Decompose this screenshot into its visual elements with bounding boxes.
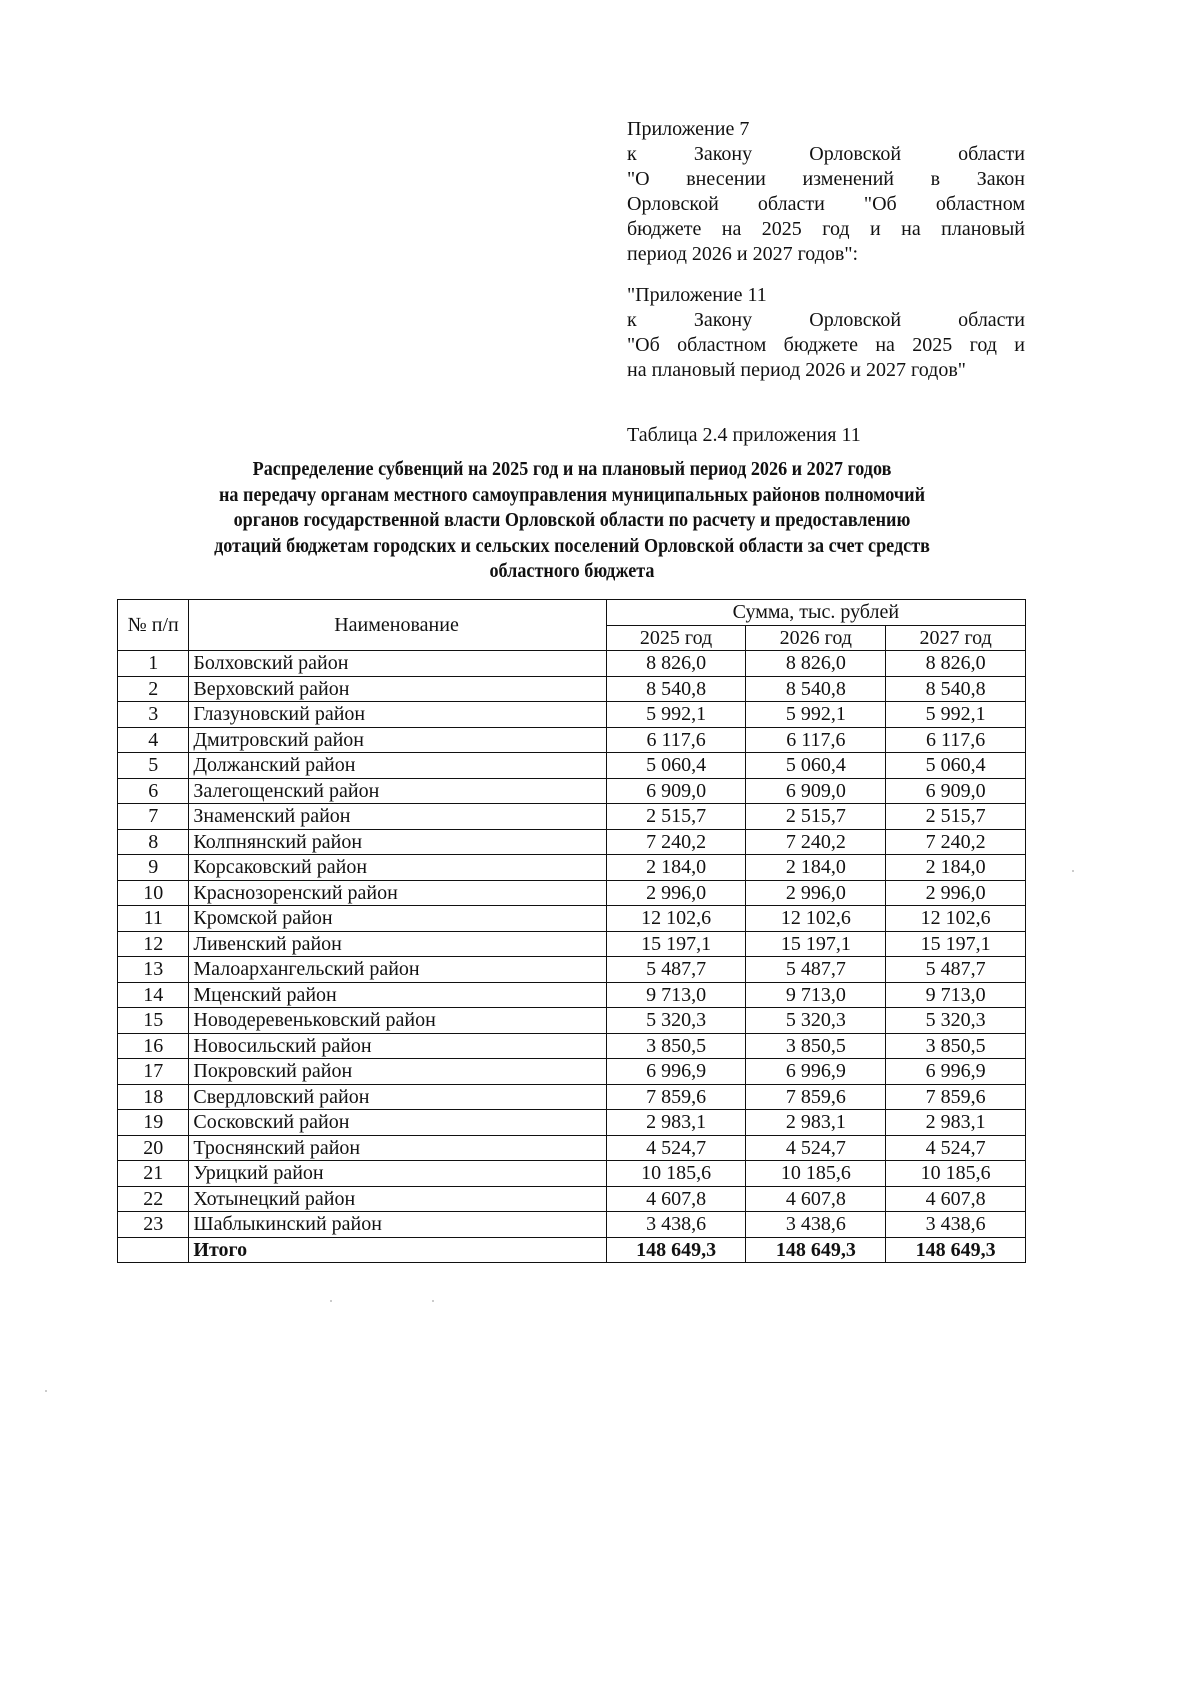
total-2025: 148 649,3 <box>606 1237 746 1263</box>
row-name: Верховский район <box>189 676 606 702</box>
table-row <box>118 855 1026 881</box>
value-2025: 3 438,6 <box>606 1212 746 1238</box>
table-row <box>118 1212 1026 1238</box>
value-2027: 6 996,9 <box>886 1059 1026 1085</box>
value-2027: 12 102,6 <box>886 906 1026 932</box>
value-2025: 2 996,0 <box>606 880 746 906</box>
value-2027: 5 060,4 <box>886 753 1026 779</box>
value-2027: 8 826,0 <box>886 651 1026 677</box>
value-2025: 7 859,6 <box>606 1084 746 1110</box>
table-row <box>118 957 1026 983</box>
value-2025: 7 240,2 <box>606 829 746 855</box>
row-name: Троснянский район <box>189 1135 606 1161</box>
value-2025: 6 909,0 <box>606 778 746 804</box>
value-2026: 4 607,8 <box>746 1186 886 1212</box>
row-name: Покровский район <box>189 1059 606 1085</box>
row-name: Колпнянский район <box>189 829 606 855</box>
value-2026: 5 487,7 <box>746 957 886 983</box>
table-row <box>118 804 1026 830</box>
document-title <box>149 457 995 585</box>
row-number: 15 <box>118 1008 189 1034</box>
row-name: Урицкий район <box>189 1161 606 1187</box>
table-row <box>118 1059 1026 1085</box>
value-2025: 4 524,7 <box>606 1135 746 1161</box>
value-2027: 7 859,6 <box>886 1084 1026 1110</box>
value-2025: 5 487,7 <box>606 957 746 983</box>
value-2025: 3 850,5 <box>606 1033 746 1059</box>
value-2025: 15 197,1 <box>606 931 746 957</box>
row-name: Глазуновский район <box>189 702 606 728</box>
value-2026: 6 117,6 <box>746 727 886 753</box>
value-2026: 2 184,0 <box>746 855 886 881</box>
row-name: Краснозоренский район <box>189 880 606 906</box>
header-2025: 2025 год <box>606 625 746 651</box>
header-row <box>118 600 1026 626</box>
table-row <box>118 1084 1026 1110</box>
value-2027: 10 185,6 <box>886 1161 1026 1187</box>
row-name: Кромской район <box>189 906 606 932</box>
annex-line: Приложение 7 <box>627 118 750 140</box>
row-number: 11 <box>118 906 189 932</box>
value-2027: 8 540,8 <box>886 676 1026 702</box>
value-2027: 2 515,7 <box>886 804 1026 830</box>
scan-speck <box>330 1300 332 1302</box>
row-name: Сосковский район <box>189 1110 606 1136</box>
annex-11-reference <box>627 283 1025 383</box>
total-row <box>118 1237 1026 1263</box>
row-name: Дмитровский район <box>189 727 606 753</box>
value-2025: 5 320,3 <box>606 1008 746 1034</box>
title-line: органов государственной власти Орловской области по расчету и предоставлению <box>233 510 911 531</box>
value-2026: 2 983,1 <box>746 1110 886 1136</box>
value-2025: 10 185,6 <box>606 1161 746 1187</box>
annex-line: "Приложение 11 <box>627 284 767 306</box>
value-2027: 3 438,6 <box>886 1212 1026 1238</box>
value-2027: 7 240,2 <box>886 829 1026 855</box>
title-line: на передачу органам местного самоуправления муниципальных районов полномочий <box>218 484 926 506</box>
value-2027: 4 524,7 <box>886 1135 1026 1161</box>
value-2025: 2 184,0 <box>606 855 746 881</box>
table-row <box>118 1110 1026 1136</box>
table-row <box>118 1161 1026 1187</box>
header-2026: 2026 год <box>746 625 886 651</box>
value-2027: 9 713,0 <box>886 982 1026 1008</box>
title-line: Распределение субвенций на 2025 год и на плановый период 2026 и 2027 годов <box>252 459 892 480</box>
row-number: 4 <box>118 727 189 753</box>
value-2026: 3 438,6 <box>746 1212 886 1238</box>
row-number: 13 <box>118 957 189 983</box>
table-row <box>118 1186 1026 1212</box>
header-name: Наименование <box>189 600 606 651</box>
row-name: Ливенский район <box>189 931 606 957</box>
table-row <box>118 676 1026 702</box>
row-number: 6 <box>118 778 189 804</box>
row-number: 18 <box>118 1084 189 1110</box>
annex-7-reference <box>627 117 1025 267</box>
table-row <box>118 651 1026 677</box>
value-2027: 2 996,0 <box>886 880 1026 906</box>
value-2026: 3 850,5 <box>746 1033 886 1059</box>
annex-line: к Закону Орловской области <box>627 143 1025 165</box>
row-name: Малоархангельский район <box>189 957 606 983</box>
row-number: 20 <box>118 1135 189 1161</box>
value-2026: 4 524,7 <box>746 1135 886 1161</box>
value-2025: 6 996,9 <box>606 1059 746 1085</box>
table-row <box>118 1008 1026 1034</box>
value-2025: 2 983,1 <box>606 1110 746 1136</box>
row-name: Новодеревеньковский район <box>189 1008 606 1034</box>
value-2026: 5 320,3 <box>746 1008 886 1034</box>
value-2026: 12 102,6 <box>746 906 886 932</box>
table-body <box>118 651 1026 1263</box>
row-name: Знаменский район <box>189 804 606 830</box>
row-number: 23 <box>118 1212 189 1238</box>
total-2026: 148 649,3 <box>746 1237 886 1263</box>
scan-speck <box>45 1390 47 1392</box>
header-sum: Сумма, тыс. рублей <box>606 600 1025 626</box>
value-2026: 8 826,0 <box>746 651 886 677</box>
row-number: 17 <box>118 1059 189 1085</box>
row-name: Должанский район <box>189 753 606 779</box>
value-2025: 6 117,6 <box>606 727 746 753</box>
value-2025: 2 515,7 <box>606 804 746 830</box>
value-2027: 2 184,0 <box>886 855 1026 881</box>
row-name: Болховский район <box>189 651 606 677</box>
value-2025: 4 607,8 <box>606 1186 746 1212</box>
table-row <box>118 753 1026 779</box>
row-number: 14 <box>118 982 189 1008</box>
value-2026: 2 515,7 <box>746 804 886 830</box>
value-2027: 3 850,5 <box>886 1033 1026 1059</box>
annex-line: "О внесении изменений в Закон <box>627 168 1025 190</box>
row-number: 10 <box>118 880 189 906</box>
title-line: дотаций бюджетам городских и сельских поселений Орловской области за счет средств <box>214 535 930 557</box>
title-line: областного бюджета <box>489 561 655 582</box>
row-number: 7 <box>118 804 189 830</box>
row-number: 9 <box>118 855 189 881</box>
header-2027: 2027 год <box>886 625 1026 651</box>
annex-line: "Об областном бюджете на 2025 год и <box>627 334 1025 356</box>
total-number <box>118 1237 189 1263</box>
value-2027: 6 117,6 <box>886 727 1026 753</box>
value-2027: 15 197,1 <box>886 931 1026 957</box>
table-row <box>118 880 1026 906</box>
value-2026: 10 185,6 <box>746 1161 886 1187</box>
total-2027: 148 649,3 <box>886 1237 1026 1263</box>
table-row <box>118 1135 1026 1161</box>
value-2025: 9 713,0 <box>606 982 746 1008</box>
value-2026: 9 713,0 <box>746 982 886 1008</box>
annex-line: на плановый период 2026 и 2027 годов" <box>627 359 966 381</box>
value-2027: 5 487,7 <box>886 957 1026 983</box>
row-number: 21 <box>118 1161 189 1187</box>
row-name: Хотынецкий район <box>189 1186 606 1212</box>
annex-line: период 2026 и 2027 годов": <box>627 243 859 265</box>
header-number: № п/п <box>118 600 189 651</box>
value-2027: 5 992,1 <box>886 702 1026 728</box>
row-number: 19 <box>118 1110 189 1136</box>
value-2027: 4 607,8 <box>886 1186 1026 1212</box>
value-2026: 8 540,8 <box>746 676 886 702</box>
value-2025: 5 992,1 <box>606 702 746 728</box>
row-number: 12 <box>118 931 189 957</box>
value-2025: 12 102,6 <box>606 906 746 932</box>
value-2027: 5 320,3 <box>886 1008 1026 1034</box>
value-2026: 6 909,0 <box>746 778 886 804</box>
table-row <box>118 982 1026 1008</box>
row-name: Залегощенский район <box>189 778 606 804</box>
annex-header <box>627 117 1025 399</box>
table-row <box>118 829 1026 855</box>
value-2026: 2 996,0 <box>746 880 886 906</box>
value-2026: 5 992,1 <box>746 702 886 728</box>
row-number: 5 <box>118 753 189 779</box>
value-2026: 7 240,2 <box>746 829 886 855</box>
table-row <box>118 778 1026 804</box>
value-2026: 5 060,4 <box>746 753 886 779</box>
value-2027: 2 983,1 <box>886 1110 1026 1136</box>
row-number: 8 <box>118 829 189 855</box>
annex-line: Орловской области "Об областном <box>627 193 1025 215</box>
scan-speck <box>432 1300 434 1302</box>
annex-line: бюджете на 2025 год и на плановый <box>627 218 1025 240</box>
row-number: 1 <box>118 651 189 677</box>
value-2026: 7 859,6 <box>746 1084 886 1110</box>
row-number: 3 <box>118 702 189 728</box>
value-2025: 8 826,0 <box>606 651 746 677</box>
row-name: Свердловский район <box>189 1084 606 1110</box>
value-2025: 8 540,8 <box>606 676 746 702</box>
total-label: Итого <box>189 1237 606 1263</box>
table-row <box>118 931 1026 957</box>
row-number: 22 <box>118 1186 189 1212</box>
value-2025: 5 060,4 <box>606 753 746 779</box>
value-2026: 6 996,9 <box>746 1059 886 1085</box>
annex-line: к Закону Орловской области <box>627 309 1025 331</box>
scan-speck <box>1072 870 1074 872</box>
table-reference: Таблица 2.4 приложения 11 <box>627 424 861 446</box>
table-row <box>118 906 1026 932</box>
row-number: 2 <box>118 676 189 702</box>
table-row <box>118 1033 1026 1059</box>
row-name: Мценский район <box>189 982 606 1008</box>
value-2026: 15 197,1 <box>746 931 886 957</box>
table-row <box>118 702 1026 728</box>
subvention-distribution-table <box>117 599 1026 1263</box>
table-row <box>118 727 1026 753</box>
value-2027: 6 909,0 <box>886 778 1026 804</box>
row-name: Шаблыкинский район <box>189 1212 606 1238</box>
row-number: 16 <box>118 1033 189 1059</box>
row-name: Корсаковский район <box>189 855 606 881</box>
row-name: Новосильский район <box>189 1033 606 1059</box>
